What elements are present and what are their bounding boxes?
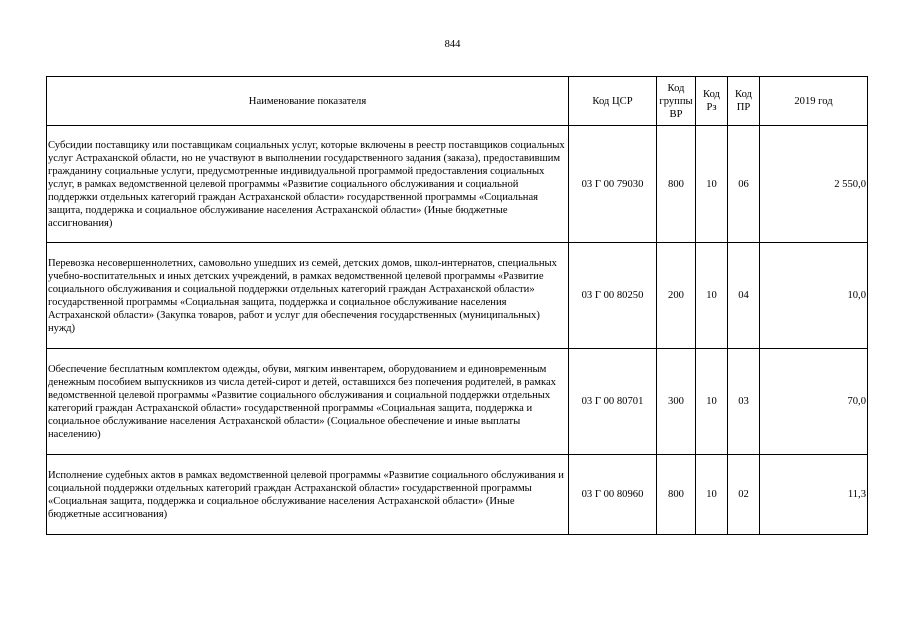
header-pr: Код ПР: [728, 77, 760, 126]
table-row: [47, 349, 868, 455]
row-vr: 300: [657, 349, 696, 455]
row-rz: 10: [696, 455, 728, 535]
table-row: [47, 126, 868, 243]
row-rz: 10: [696, 349, 728, 455]
row-csr: 03 Г 00 80960: [569, 455, 657, 535]
row-pr: 02: [728, 455, 760, 535]
row-amount: 10,0: [760, 243, 868, 349]
budget-table: [46, 76, 868, 535]
row-vr: 800: [657, 126, 696, 243]
header-vr: Код группы ВР: [657, 77, 696, 126]
row-pr: 06: [728, 126, 760, 243]
table-row: [47, 455, 868, 535]
row-pr: 04: [728, 243, 760, 349]
row-vr: 800: [657, 455, 696, 535]
row-name: Исполнение судебных актов в рамках ведомственной целевой программы «Развитие социального обслуживания и социальной поддержки отдельных категорий граждан Астраханской области» государственной программы «Социальная защита, поддержка и социальное обслуживание населения Астраханской области» (Иные бюджетные ассигнования): [47, 455, 569, 535]
header-year: 2019 год: [760, 77, 868, 126]
row-csr: 03 Г 00 80250: [569, 243, 657, 349]
row-name: Субсидии поставщику или поставщикам социальных услуг, которые включены в реестр поставщиков социальных услуг Астраханской области, но не участвуют в выполнении государственного задания (заказа), предоставившим гражданину социальные услуги, предусмотренные индивидуальной программой предоставления социальных услуг, в рамках ведомственной целевой программы «Развитие социального обслуживания и социальной поддержки отдельных категорий граждан Астраханской области» государственной программы «Социальная защита, поддержка и социальное обслуживание населения Астраханской области» (Иные бюджетные ассигнования): [47, 126, 569, 243]
row-name: Обеспечение бесплатным комплектом одежды, обуви, мягким инвентарем, оборудованием и единовременным денежным пособием выпускников из числа детей-сирот и детей, оставшихся без попечения родителей, в рамках ведомственной целевой программы «Развитие социального обслуживания и социальной поддержки отдельных категорий граждан Астраханской области» государственной программы «Социальная защита, поддержка и социальное обслуживание населения Астраханской области» (Социальное обеспечение и иные выплаты населению): [47, 349, 569, 455]
row-name: Перевозка несовершеннолетних, самовольно ушедших из семей, детских домов, школ-интернатов, специальных учебно-воспитательных и иных детских учреждений, в рамках ведомственной целевой программы «Развитие социального обслуживания и социальной поддержки отдельных категорий граждан Астраханской области» государственной программы «Социальная защита, поддержка и социальное обслуживание населения Астраханской области» (Закупка товаров, работ и услуг для обеспечения государственных (муниципальных) нужд): [47, 243, 569, 349]
row-rz: 10: [696, 126, 728, 243]
row-csr: 03 Г 00 79030: [569, 126, 657, 243]
row-amount: 11,3: [760, 455, 868, 535]
row-csr: 03 Г 00 80701: [569, 349, 657, 455]
header-rz: Код Рз: [696, 77, 728, 126]
table-row: [47, 243, 868, 349]
row-amount: 70,0: [760, 349, 868, 455]
table-header-row: [47, 77, 868, 126]
row-rz: 10: [696, 243, 728, 349]
row-vr: 200: [657, 243, 696, 349]
row-amount: 2 550,0: [760, 126, 868, 243]
row-pr: 03: [728, 349, 760, 455]
header-name: Наименование показателя: [47, 77, 569, 126]
header-csr: Код ЦСР: [569, 77, 657, 126]
page-number: 844: [444, 39, 461, 50]
